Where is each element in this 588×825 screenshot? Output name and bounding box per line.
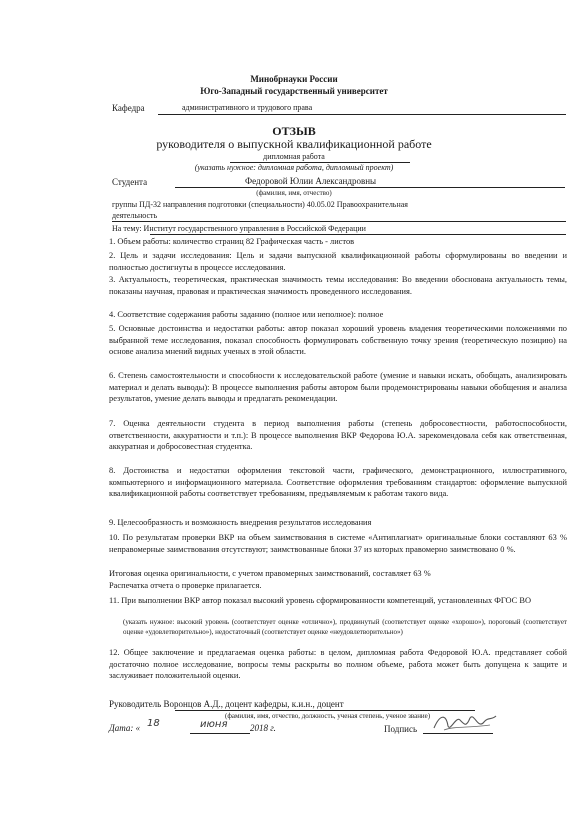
topic-line: На тему: Институт государственного управления в Российской Федерации bbox=[112, 224, 366, 233]
department-label: Кафедра bbox=[112, 103, 145, 113]
ministry-header: Минобрнауки России bbox=[250, 74, 338, 84]
topic-underline bbox=[150, 234, 566, 235]
date-underline bbox=[190, 733, 250, 734]
item-1: 1. Объем работы: количество страниц 82 Графическая часть - листов bbox=[109, 237, 355, 246]
item-5: 5. Основные достоинства и недостатки работы: автор показал хороший уровень владения теоретическими положениями по выбранной теме исследования, показал способность формулировать собственную точку зрения (теоретическую позицию) на основе анализа мнений видных ученых в этой области. bbox=[109, 324, 567, 357]
supervisor-hint: (фамилия, имя, отчество, должность, ученая степень, ученое звание) bbox=[225, 712, 431, 720]
supervisor-line: Руководитель Воронцов А.Д., доцент кафедры, к.и.н., доцент bbox=[109, 699, 344, 709]
item-4: 4. Соответствие содержания работы заданию (полное или неполное): полное bbox=[109, 310, 384, 319]
item-6: 6. Степень самостоятельности и способности к исследовательской работе (умение и навыки искать, обобщать, анализировать материал и делать выводы): В процессе выполнения работы автором были продемонстрированы навыки обобщения и анализа результатов, умение делать выводы и предлагать рекомендации. bbox=[109, 371, 567, 404]
student-label: Студента bbox=[112, 177, 148, 187]
group-line-2: деятельность bbox=[112, 211, 158, 220]
item-11: 11. При выполнении ВКР автор показал высокий уровень сформированности компетенций, установленных ФГОС ВО bbox=[109, 596, 531, 605]
item-10: 10. По результатам проверки ВКР на объем заимствования в системе «Антиплагиат» оригинальные блоки составляют 63 % неправомерные заимствования отсутствуют; заимствованные блоки 37 из которых правомерно заимствовано 0 %. bbox=[109, 533, 567, 554]
date-label: Дата: « bbox=[109, 723, 141, 733]
work-type-hint: (указать нужное: дипломная работа, дипломный проект) bbox=[194, 163, 394, 172]
handwritten-signature bbox=[430, 708, 500, 736]
item-2: 2. Цель и задачи исследования: Цель и задачи выпускной квалификационной работы сформулированы во введении и полностью достигнуты в процессе исследования. bbox=[109, 251, 567, 272]
department-value: административного и трудового права bbox=[182, 103, 313, 112]
date-month: июня bbox=[200, 719, 228, 730]
signature-label: Подпись bbox=[384, 724, 418, 734]
student-name: Федоровой Юлии Александровны bbox=[245, 176, 377, 186]
student-underline bbox=[175, 187, 565, 188]
university-header: Юго-Западный государственный университет bbox=[200, 86, 388, 96]
item-3: 3. Актуальность, теоретическая, практическая значимость темы исследования: Во введении обоснована актуальность темы, показаны научная, правовая и практическая значимость проведенного исследования. bbox=[109, 275, 567, 296]
group-line: группы ПД-32 направления подготовки (специальности) 40.05.02 Правоохранительная bbox=[112, 200, 408, 209]
group-underline bbox=[112, 221, 566, 222]
document-subtitle: руководителя о выпускной квалификационной работе bbox=[156, 137, 432, 151]
item-7: 7. Оценка деятельности студента в период выполнения работы (степень добросовестности, работоспособности, ответственности, аккуратности и т.п.): В процессе выполнения ВКР Федорова Ю.А. зарекомендовала себя как ответственная, аккуратная и добросовестная студентка. bbox=[109, 419, 567, 452]
department-underline bbox=[158, 114, 566, 115]
originality-total: Итоговая оценка оригинальности, с учетом правомерных заимствований, составляет 63 % bbox=[109, 569, 431, 578]
date-day: 18 bbox=[147, 718, 160, 729]
work-type: дипломная работа bbox=[263, 152, 325, 161]
student-name-hint: (фамилия, имя, отчество) bbox=[256, 189, 332, 197]
item-12: 12. Общее заключение и предлагаемая оценка работы: в целом, дипломная работа Федоровой Ю.А. представляет собой достаточно полное исследование, вопросы темы раскрыты во полном объеме, работа может быть допущена к защите и заслуживает положительной оценки. bbox=[109, 648, 567, 681]
item-8: 8. Достоинства и недостатки оформления текстовой части, графического, демонстрационного, иллюстративного, компьютерного и информационного материала. Соответствие оформления требованиям стандартов: оформление выпускной квалификационной работы соответствует требованиям, предъявляемым к работам такого вида. bbox=[109, 466, 567, 499]
report-attached: Распечатка отчета о проверке прилагается. bbox=[109, 581, 262, 590]
competence-hint: (указать нужное: высокий уровень (соответствует оценке «отлично»), продвинутый (соответствует оценке «хорошо»), пороговый (соответствует оценке «удовлетворительно»), недостаточный (соответствует оценке «неудовлетворительно») bbox=[123, 618, 567, 636]
date-year: 2018 г. bbox=[250, 723, 276, 733]
document-title: ОТЗЫВ bbox=[272, 124, 316, 138]
item-9: 9. Целесообразность и возможность внедрения результатов исследования bbox=[109, 518, 372, 527]
